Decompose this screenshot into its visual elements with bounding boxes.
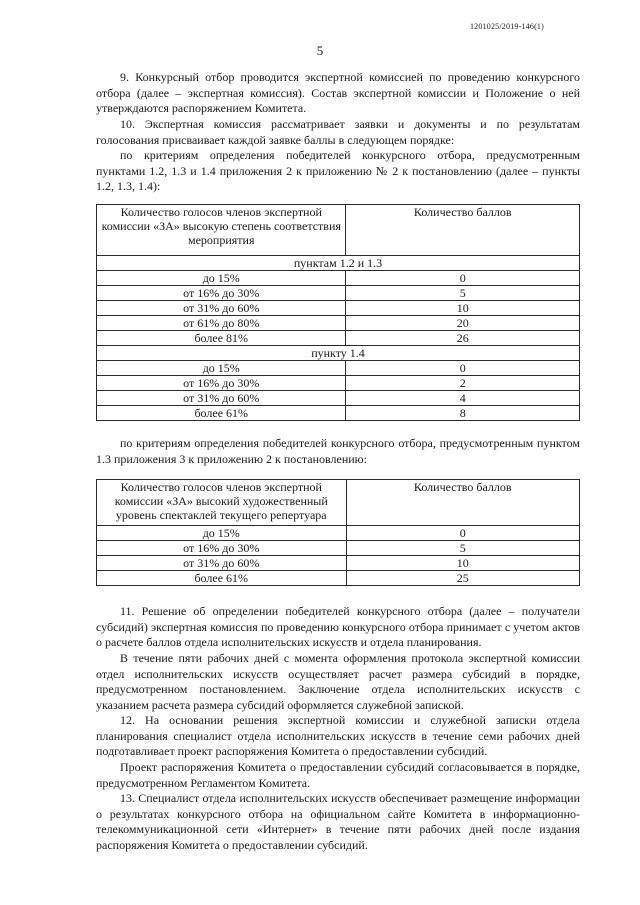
score-value: 0 bbox=[346, 526, 580, 541]
score-value: 0 bbox=[346, 361, 580, 376]
vote-range: от 31% до 60% bbox=[97, 301, 346, 316]
score-value: 4 bbox=[346, 391, 580, 406]
score-column-header: Количество баллов bbox=[346, 480, 580, 526]
score-column-header: Количество баллов bbox=[346, 205, 580, 256]
vote-range: более 61% bbox=[97, 571, 347, 586]
section-label: пункту 1.4 bbox=[97, 346, 580, 361]
table-row bbox=[97, 331, 580, 346]
paragraph-10: 10. Экспертная комиссия рассматривает заявки и документы и по результатам голосования присваивает каждой заявке баллы в следующем порядке: bbox=[96, 117, 580, 147]
document-number: 1201025/2019-146(1) bbox=[469, 22, 544, 31]
table-row bbox=[97, 391, 580, 406]
scores-table-1 bbox=[96, 204, 580, 421]
paragraph-12-approval: Проект распоряжения Комитета о предоставлении субсидий согласовывается в порядке, предусмотренном Регламентом Комитета. bbox=[96, 760, 580, 790]
page-number: 5 bbox=[316, 43, 324, 58]
table-header-row bbox=[97, 480, 580, 526]
vote-range: до 15% bbox=[97, 361, 346, 376]
vote-range: до 15% bbox=[97, 271, 346, 286]
table-row bbox=[97, 376, 580, 391]
paragraph-11-subsidy-calc: В течение пяти рабочих дней с момента оформления протокола экспертной комиссии отдел исполнительских искусств осуществляет расчет размера субсидий в порядке, предусмотренном постановлением. Заключение отдела исполнительских искусств с указанием расчета размера субсидий оформляется служебной запиской. bbox=[96, 651, 580, 712]
vote-range: от 61% до 80% bbox=[97, 316, 346, 331]
score-value: 10 bbox=[346, 556, 580, 571]
table-section-row bbox=[97, 346, 580, 361]
vote-range: от 16% до 30% bbox=[97, 286, 346, 301]
table-row bbox=[97, 361, 580, 376]
table-row bbox=[97, 526, 580, 541]
paragraph-13: 13. Специалист отдела исполнительских искусств обеспечивает размещение информации о результатах конкурсного отбора на официальном сайте Комитета в информационно-телекоммуникационной сети «Интернет» в течение пяти рабочих дней после издания распоряжения Комитета о предоставлении субсидий. bbox=[96, 791, 580, 852]
table-row bbox=[97, 301, 580, 316]
vote-range: от 16% до 30% bbox=[97, 541, 347, 556]
score-value: 5 bbox=[346, 541, 580, 556]
table-row bbox=[97, 571, 580, 586]
table-row bbox=[97, 316, 580, 331]
paragraph-11: 11. Решение об определении победителей конкурсного отбора (далее – получатели субсидий) экспертная комиссия по проведению конкурсного отбора принимает с учетом актов о расчете баллов отдела исполнительских искусств и отдела планирования. bbox=[96, 604, 580, 650]
table-row bbox=[97, 541, 580, 556]
score-value: 0 bbox=[346, 271, 580, 286]
score-value: 10 bbox=[346, 301, 580, 316]
table-row bbox=[97, 406, 580, 421]
paragraph-12: 12. На основании решения экспертной комиссии и служебной записки отдела планирования специалист отдела исполнительских искусств в течение семи рабочих дней подготавливает проект распоряжения Комитета о предоставлении субсидий. bbox=[96, 713, 580, 759]
table-row bbox=[97, 271, 580, 286]
score-value: 20 bbox=[346, 316, 580, 331]
vote-range: от 31% до 60% bbox=[97, 391, 346, 406]
score-value: 25 bbox=[346, 571, 580, 586]
votes-column-header: Количество голосов членов экспертной комиссии «ЗА» высокую степень соответствия мероприятия bbox=[97, 205, 346, 256]
score-value: 8 bbox=[346, 406, 580, 421]
vote-range: от 31% до 60% bbox=[97, 556, 347, 571]
section-label: пунктам 1.2 и 1.3 bbox=[97, 256, 580, 271]
score-value: 2 bbox=[346, 376, 580, 391]
vote-range: более 81% bbox=[97, 331, 346, 346]
paragraph-10-criteria-1: по критериям определения победителей конкурсного отбора, предусмотренным пунктами 1.2, 1.3 и 1.4 приложения 2 к приложению № 2 к постановлению (далее – пункты 1.2, 1.3, 1.4): bbox=[96, 148, 580, 194]
score-value: 26 bbox=[346, 331, 580, 346]
votes-column-header: Количество голосов членов экспертной комиссии «ЗА» высокий художественный уровень спектаклей текущего репертуара bbox=[97, 480, 347, 526]
paragraph-9: 9. Конкурсный отбор проводится экспертной комиссией по проведению конкурсного отбора (далее – экспертная комиссия). Состав экспертной комиссии и Положение о ней утверждаются распоряжением Комитета. bbox=[96, 70, 580, 116]
table-row bbox=[97, 556, 580, 571]
vote-range: от 16% до 30% bbox=[97, 376, 346, 391]
table-header-row bbox=[97, 205, 580, 256]
table-row bbox=[97, 286, 580, 301]
paragraph-10-criteria-2: по критериям определения победителей конкурсного отбора, предусмотренным пунктом 1.3 приложения 3 к приложению 2 к постановлению: bbox=[96, 436, 580, 466]
scores-table-2 bbox=[96, 479, 580, 586]
score-value: 5 bbox=[346, 286, 580, 301]
table-section-row bbox=[97, 256, 580, 271]
vote-range: до 15% bbox=[97, 526, 347, 541]
vote-range: более 61% bbox=[97, 406, 346, 421]
